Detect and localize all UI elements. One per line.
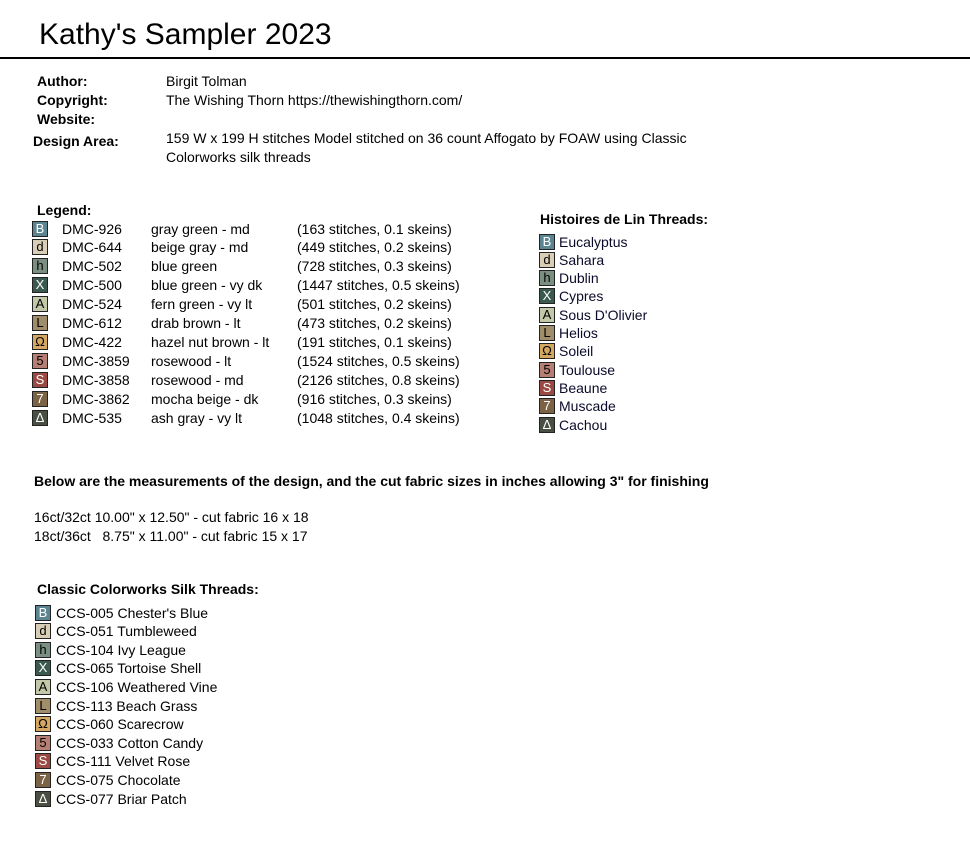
thread-name: Muscade	[559, 398, 616, 415]
classic-item	[35, 715, 184, 734]
symbol-icon: Δ	[32, 410, 48, 426]
legend-title: Legend:	[37, 202, 92, 218]
stitch-count: (501 stitches, 0.2 skeins)	[297, 296, 452, 313]
symbol-icon: X	[32, 277, 48, 293]
legend-item	[32, 295, 452, 314]
symbol-icon: Δ	[35, 791, 51, 807]
thread-name: Cachou	[559, 416, 608, 433]
legend-item	[32, 332, 452, 351]
stitch-count: (728 stitches, 0.3 skeins)	[297, 258, 452, 275]
thread-name: Sahara	[559, 251, 605, 268]
design-area-line1: 159 W x 199 H stitches Model stitched on 36 count Affogato by FOAW using Classic	[166, 130, 687, 146]
thread-name: Helios	[559, 325, 598, 341]
symbol-icon: L	[32, 315, 48, 331]
thread-name: CCS-033 Cotton Candy	[56, 734, 204, 751]
thread-name: CCS-113 Beach Grass	[56, 697, 198, 714]
thread-code: DMC-524	[62, 296, 122, 313]
symbol-icon: Ω	[35, 716, 51, 732]
symbol-icon: B	[35, 605, 51, 621]
thread-code: DMC-3862	[62, 390, 130, 407]
legend-item	[32, 389, 452, 408]
thread-name: rosewood - md	[151, 371, 244, 388]
measurements-heading: Below are the measurements of the design, and the cut fabric sizes in inches allowing 3" for finishing	[34, 473, 709, 489]
thread-name: fern green - vy lt	[151, 296, 253, 313]
legend-item	[32, 276, 460, 295]
symbol-icon: A	[35, 679, 51, 695]
thread-code: DMC-612	[62, 315, 122, 331]
symbol-icon: X	[35, 660, 51, 676]
thread-name: blue green	[151, 258, 218, 275]
symbol-icon: h	[32, 258, 48, 274]
stitch-count: (163 stitches, 0.1 skeins)	[297, 220, 452, 237]
thread-name: mocha beige - dk	[151, 390, 259, 407]
measurement-16ct: 16ct/32ct 10.00" x 12.50" - cut fabric 16 x 18	[34, 509, 309, 525]
histoires-item	[539, 360, 615, 379]
legend-item	[32, 219, 452, 238]
thread-name: CCS-051 Tumbleweed	[56, 623, 197, 640]
author-value: Birgit Tolman	[166, 73, 247, 89]
classic-item	[35, 640, 186, 659]
page-title: Kathy's Sampler 2023	[39, 18, 332, 51]
classic-item	[35, 659, 201, 678]
copyright-label: Copyright:	[37, 92, 108, 108]
symbol-icon: d	[32, 239, 48, 255]
thread-name: Sous D'Olivier	[559, 306, 648, 323]
thread-name: CCS-104 Ivy League	[56, 641, 186, 658]
histoires-item	[539, 378, 607, 397]
thread-code: DMC-926	[62, 220, 122, 237]
thread-code: DMC-422	[62, 333, 122, 350]
stitch-count: (449 stitches, 0.2 skeins)	[297, 239, 452, 256]
legend-item	[32, 351, 460, 370]
symbol-icon: h	[539, 270, 555, 286]
thread-name: CCS-111 Velvet Rose	[56, 753, 191, 770]
stitch-count: (191 stitches, 0.1 skeins)	[297, 333, 452, 350]
symbol-icon: Ω	[539, 343, 555, 359]
symbol-icon: h	[35, 642, 51, 658]
symbol-icon: A	[32, 296, 48, 312]
symbol-icon: L	[539, 325, 555, 341]
stitch-count: (1447 stitches, 0.5 skeins)	[297, 277, 460, 294]
author-label: Author:	[37, 73, 88, 89]
thread-code: DMC-502	[62, 258, 122, 275]
classic-item	[35, 752, 190, 771]
thread-name: beige gray - md	[151, 239, 249, 256]
symbol-icon: S	[32, 372, 48, 388]
thread-code: DMC-500	[62, 277, 122, 294]
symbol-icon: B	[32, 221, 48, 237]
thread-name: Eucalyptus	[559, 233, 628, 250]
symbol-icon: S	[539, 380, 555, 396]
legend-item	[32, 370, 460, 389]
symbol-icon: A	[539, 307, 555, 323]
histoires-item	[539, 232, 627, 251]
symbol-icon: 7	[539, 398, 555, 414]
thread-name: Dublin	[559, 270, 599, 287]
thread-code: DMC-644	[62, 239, 122, 256]
histoires-item	[539, 342, 593, 361]
thread-name: Cypres	[559, 288, 604, 305]
legend-item	[32, 238, 452, 257]
symbol-icon: d	[35, 623, 51, 639]
histoires-title: Histoires de Lin Threads:	[540, 211, 709, 227]
stitch-count: (1524 stitches, 0.5 skeins)	[297, 352, 460, 369]
legend-item	[32, 408, 460, 427]
classic-item	[35, 770, 181, 789]
classic-item	[35, 677, 217, 696]
stitch-count: (473 stitches, 0.2 skeins)	[297, 315, 452, 331]
histoires-item	[539, 287, 603, 306]
classic-title: Classic Colorworks Silk Threads:	[37, 581, 259, 597]
symbol-icon: L	[35, 698, 51, 714]
thread-name: hazel nut brown - lt	[151, 333, 270, 350]
thread-name: CCS-005 Chester's Blue	[56, 604, 209, 621]
symbol-icon: 5	[35, 735, 51, 751]
thread-code: DMC-3859	[62, 352, 130, 369]
design-area-line2: Colorworks silk threads	[166, 149, 311, 165]
classic-item	[35, 622, 197, 641]
thread-name: gray green - md	[151, 220, 250, 237]
thread-name: CCS-077 Briar Patch	[56, 790, 187, 807]
histoires-item	[539, 269, 599, 288]
thread-name: CCS-065 Tortoise Shell	[56, 660, 202, 677]
classic-item	[35, 733, 203, 752]
thread-code: DMC-535	[62, 409, 122, 426]
histoires-item	[539, 397, 616, 416]
symbol-icon: 5	[539, 362, 555, 378]
histoires-item	[539, 415, 607, 434]
symbol-icon: X	[539, 288, 555, 304]
thread-name: blue green - vy dk	[151, 277, 263, 294]
classic-item	[35, 603, 208, 622]
thread-code: DMC-3858	[62, 371, 130, 388]
symbol-icon: 7	[32, 391, 48, 407]
legend-item	[32, 257, 452, 276]
thread-name: CCS-075 Chocolate	[56, 771, 181, 788]
legend-item	[32, 314, 452, 333]
thread-name: Beaune	[559, 379, 608, 396]
classic-item	[35, 789, 187, 808]
classic-item	[35, 696, 197, 715]
symbol-icon: 7	[35, 772, 51, 788]
title-divider	[0, 57, 970, 59]
histoires-item	[539, 250, 604, 269]
histoires-item	[539, 324, 598, 343]
thread-name: ash gray - vy lt	[151, 409, 243, 426]
histoires-item	[539, 305, 647, 324]
symbol-icon: Δ	[539, 417, 555, 433]
symbol-icon: 5	[32, 353, 48, 369]
copyright-value: The Wishing Thorn https://thewishingthorn.com/	[166, 92, 463, 108]
thread-name: rosewood - lt	[151, 352, 232, 369]
symbol-icon: B	[539, 234, 555, 250]
thread-name: CCS-060 Scarecrow	[56, 716, 184, 733]
stitch-count: (2126 stitches, 0.8 skeins)	[297, 371, 460, 388]
symbol-icon: d	[539, 252, 555, 268]
symbol-icon: S	[35, 753, 51, 769]
thread-name: Soleil	[559, 343, 594, 360]
design-area-label: Design Area:	[33, 133, 119, 149]
measurement-18ct: 18ct/36ct 8.75" x 11.00" - cut fabric 15 x 17	[34, 528, 308, 544]
website-label: Website:	[37, 111, 96, 127]
thread-name: Toulouse	[559, 361, 616, 378]
thread-name: drab brown - lt	[151, 315, 241, 331]
stitch-count: (916 stitches, 0.3 skeins)	[297, 390, 452, 407]
stitch-count: (1048 stitches, 0.4 skeins)	[297, 409, 460, 426]
thread-name: CCS-106 Weathered Vine	[56, 678, 218, 695]
symbol-icon: Ω	[32, 334, 48, 350]
